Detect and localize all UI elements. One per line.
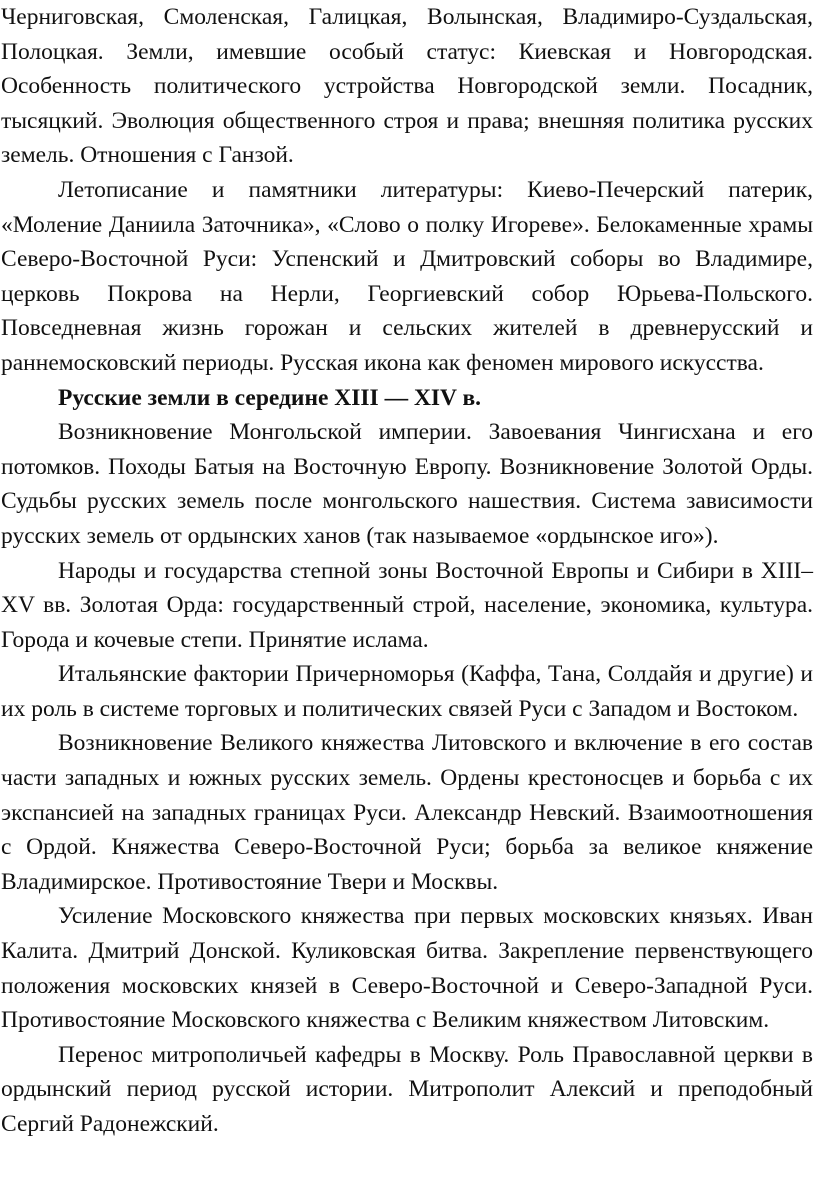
paragraph-lithuania: Возникновение Великого княжества Литовского и включение в его состав части западных и южных русских земель. Ордены крестоносцев и борьба с их экспансией на западных границах Руси. Александр Невский. Взаимоотношения с Ордой. Княжества Северо-Восточной Руси; борьба за великое княжение Владимирское. Противостояние Твери и Москвы.	[1, 730, 813, 895]
paragraph-metropolitanate: Перенос митрополичьей кафедры в Москву. Роль Православной церкви в ордынский период русской истории. Митрополит Алексий и преподобный Сергий Радонежский.	[1, 1041, 813, 1137]
paragraph-italian-factories: Итальянские фактории Причерноморья (Каффа, Тана, Солдайя и другие) и их роль в системе торговых и политических связей Руси с Западом и Востоком.	[1, 661, 813, 722]
section-heading: Русские земли в середине XIII — XIV в.	[58, 384, 482, 411]
paragraph-lands-overview: Черниговская, Смоленская, Галицкая, Волынская, Владимиро-Суздальская, Полоцкая. Земли, имевшие особый статус: Киевская и Новгородская. Особенность политического устройства Новгородской земли. Посадник, тысяцкий. Эволюция общественного строя и права; внешняя политика русских земель. Отношения с Ганзой.	[1, 4, 813, 169]
paragraph-steppe-peoples: Народы и государства степной зоны Восточной Европы и Сибири в XIII–XV вв. Золотая Орда: государственный строй, население, экономика, культура. Города и кочевые степи. Принятие ислама.	[1, 557, 813, 653]
paragraph-moscow-rise: Усиление Московского княжества при первых московских князьях. Иван Калита. Дмитрий Донской. Куликовская битва. Закрепление первенствующего положения московских князей в Северо-Восточной и Северо-Западной Руси. Противостояние Московского княжества с Великим княжеством Литовским.	[1, 903, 813, 1034]
paragraph-literature-architecture: Летописание и памятники литературы: Киево-Печерский патерик, «Моление Даниила Заточника», «Слово о полку Игореве». Белокаменные храмы Северо-Восточной Руси: Успенский и Дмитровский соборы во Владимире, церковь Покрова на Нерли, Георгиевский собор Юрьева-Польского. Повседневная жизнь горожан и сельских жителей в древнерусский и раннемосковский периоды. Русская икона как феномен мирового искусства.	[1, 176, 813, 376]
paragraph-mongol-empire: Возникновение Монгольской империи. Завоевания Чингисхана и его потомков. Походы Батыя на Восточную Европу. Возникновение Золотой Орды. Судьбы русских земель после монгольского нашествия. Система зависимости русских земель от ордынских ханов (так называемое «ордынское иго»).	[1, 419, 813, 549]
